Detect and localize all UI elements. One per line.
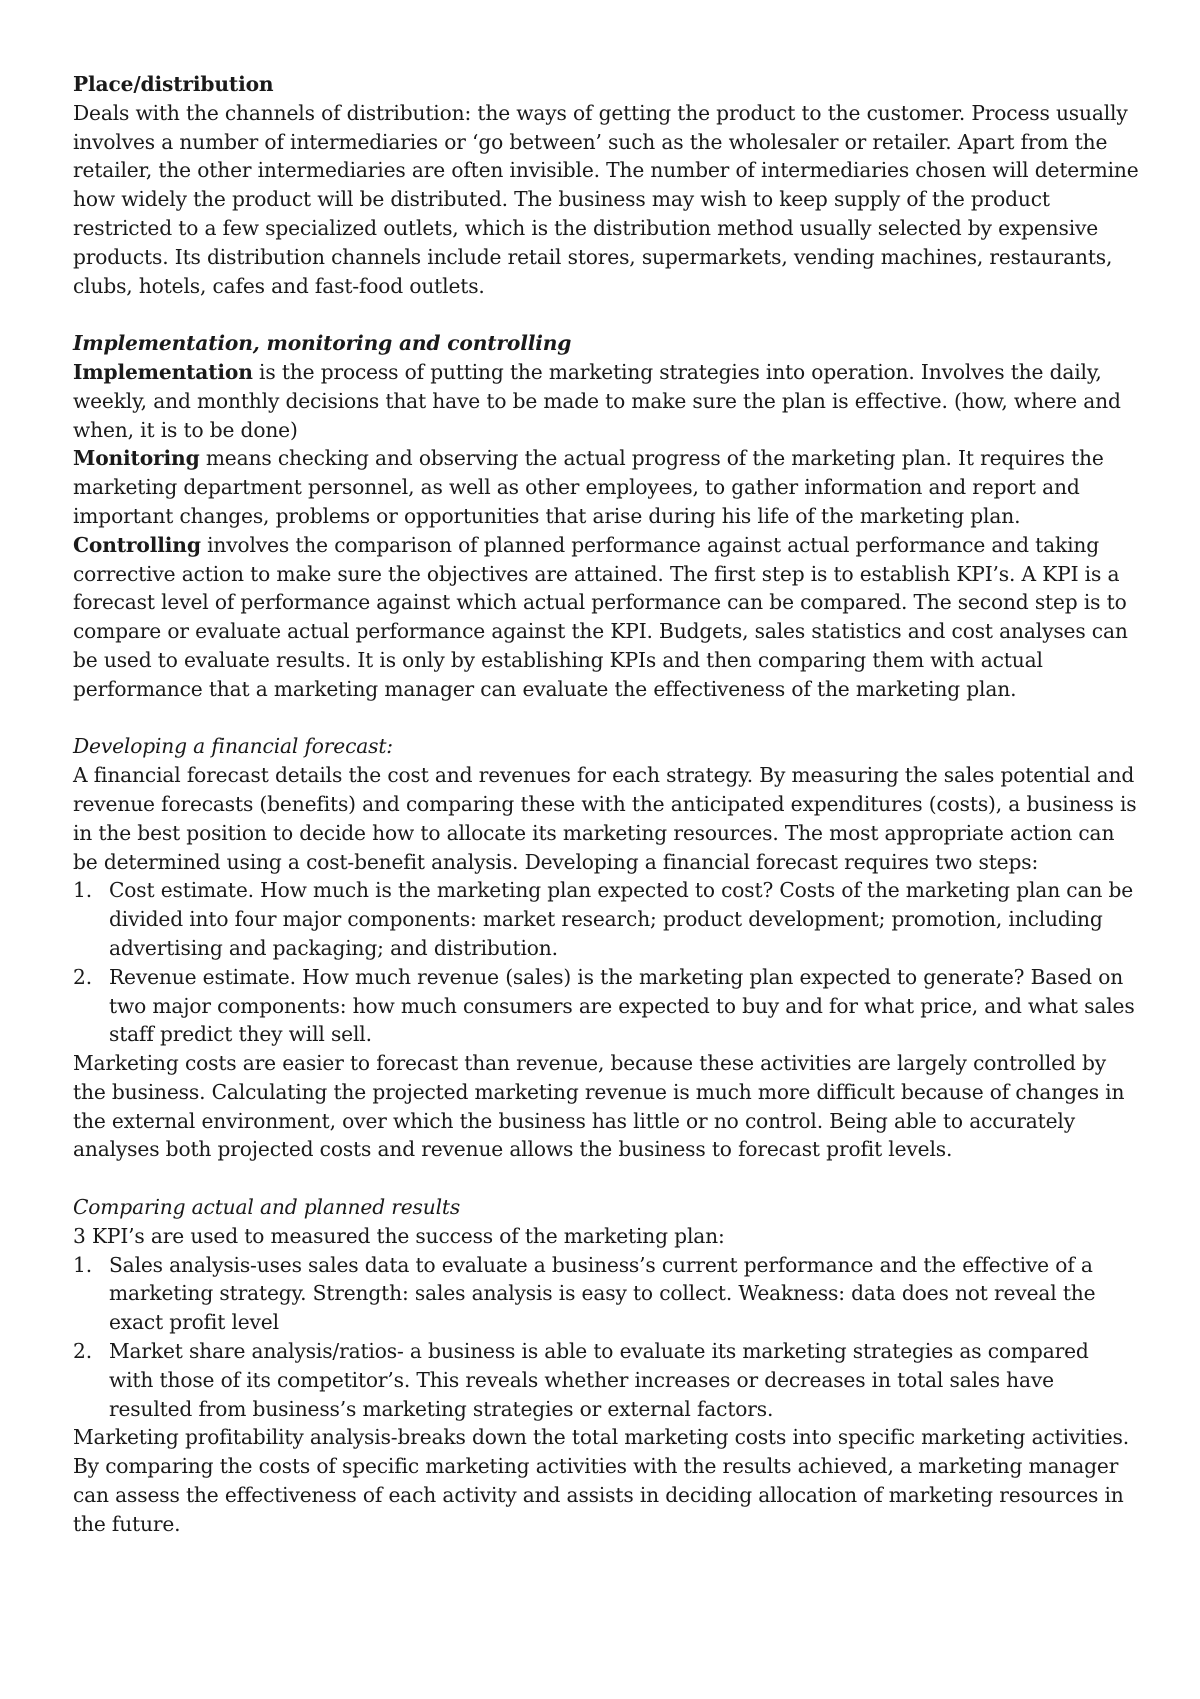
- list-forecast-steps: [73, 876, 1139, 1049]
- paragraph-forecast-intro: A financial forecast details the cost and revenues for each strategy. By measuring the sales potential and revenue forecasts (benefits) and comparing these with the anticipated expenditures (costs), a business is in the best position to decide how to allocate its marketing resources. The most appropriate action can be determined using a cost-benefit analysis. Developing a financial forecast requires two steps:: [73, 763, 1137, 874]
- list-item-number: 2.: [73, 1339, 92, 1364]
- heading-place-distribution: Place/distribution: [73, 72, 274, 96]
- list-item-number: 1.: [73, 878, 92, 903]
- section-financial-forecast: [73, 732, 1139, 1164]
- section-implementation: [73, 329, 1139, 703]
- list-item-text: Market share analysis/ratios- a business is able to evaluate its marketing strategies as compared with those of its competitor’s. This reveals whether increases or decreases in total sales have resulted from business’s marketing strategies or external factors.: [109, 1339, 1089, 1421]
- paragraph-monitoring: [73, 444, 1139, 530]
- list-item: [73, 963, 1139, 1049]
- spacer: [73, 1164, 1139, 1193]
- heading-financial-forecast: Developing a financial forecast:: [73, 734, 393, 759]
- heading-implementation: Implementation, monitoring and controlling: [73, 331, 572, 356]
- section-place-distribution: [73, 70, 1139, 300]
- list-item-text: Cost estimate. How much is the marketing plan expected to cost? Costs of the marketing plan can be divided into four major components: market research; product development; promotion, including advertising and packaging; and distribution.: [109, 878, 1134, 960]
- spacer: [73, 704, 1139, 733]
- paragraph-comparing-intro: 3 KPI’s are used to measured the success of the marketing plan:: [73, 1223, 725, 1248]
- document-page: [73, 70, 1139, 1539]
- paragraph-forecast-outro: Marketing costs are easier to forecast than revenue, because these activities are largely controlled by the business. Calculating the projected marketing revenue is much more difficult because of changes in the external environment, over which the business has little or no control. Being able to accurately analyses both projected costs and revenue allows the business to forecast profit levels.: [73, 1051, 1125, 1162]
- paragraph-comparing-outro: Marketing profitability analysis-breaks down the total marketing costs into specific marketing activities. By comparing the costs of specific marketing activities with the results achieved, a marketing manager can assess the effectiveness of each activity and assists in deciding allocation of marketing resources in the future.: [73, 1425, 1130, 1536]
- text-monitoring: means checking and observing the actual progress of the marketing plan. It requires the marketing department personnel, as well as other employees, to gather information and report and important changes, problems or opportunities that arise during his life of the marketing plan.: [73, 446, 1104, 528]
- term-controlling: Controlling: [73, 532, 201, 557]
- list-item-number: 1.: [73, 1252, 92, 1277]
- list-item: [73, 1251, 1139, 1337]
- list-item: [73, 1337, 1139, 1423]
- paragraph-place-distribution: Deals with the channels of distribution: the ways of getting the product to the customer. Process usually involves a number of intermediaries or ‘go between’ such as the wholesaler or retailer. Apart from the retailer, the other intermediaries are often invisible. The number of intermediaries chosen will determine how widely the product will be distributed. The business may wish to keep supply of the product restricted to a few specialized outlets, which is the distribution method usually selected by expensive products. Its distribution channels include retail stores, supermarkets, vending machines, restaurants, clubs, hotels, cafes and fast-food outlets.: [73, 100, 1139, 298]
- text-implementation: is the process of putting the marketing strategies into operation. Involves the daily, weekly, and monthly decisions that have to be made to make sure the plan is effective. (how, where and when, it is to be done): [73, 359, 1121, 442]
- section-comparing-results: [73, 1193, 1139, 1539]
- term-implementation: Implementation: [73, 359, 253, 384]
- list-item-text: Sales analysis-uses sales data to evaluate a business’s current performance and the effective of a marketing strategy. Strength: sales analysis is easy to collect. Weakness: data does not reveal the exact profit level: [109, 1252, 1096, 1335]
- term-monitoring: Monitoring: [73, 446, 200, 471]
- heading-comparing-results: Comparing actual and planned results: [73, 1195, 461, 1220]
- text-controlling: involves the comparison of planned performance against actual performance and taking corrective action to make sure the objectives are attained. The first step is to establish KPI’s. A KPI is a forecast level of performance against which actual performance can be compared. The second step is to compare or evaluate actual performance against the KPI. Budgets, sales statistics and cost analyses can be used to evaluate results. It is only by establishing KPIs and then comparing them with actual performance that a marketing manager can evaluate the effectiveness of the marketing plan.: [73, 532, 1128, 701]
- list-kpis: [73, 1251, 1139, 1424]
- spacer: [73, 300, 1139, 329]
- list-item-number: 2.: [73, 964, 92, 989]
- paragraph-controlling: [73, 531, 1139, 704]
- paragraph-implementation: [73, 358, 1139, 444]
- list-item-text: Revenue estimate. How much revenue (sales) is the marketing plan expected to generate? Based on two major components: how much consumers are expected to buy and for what price, and what sales staff predict they will sell.: [109, 964, 1135, 1047]
- list-item: [73, 876, 1139, 962]
